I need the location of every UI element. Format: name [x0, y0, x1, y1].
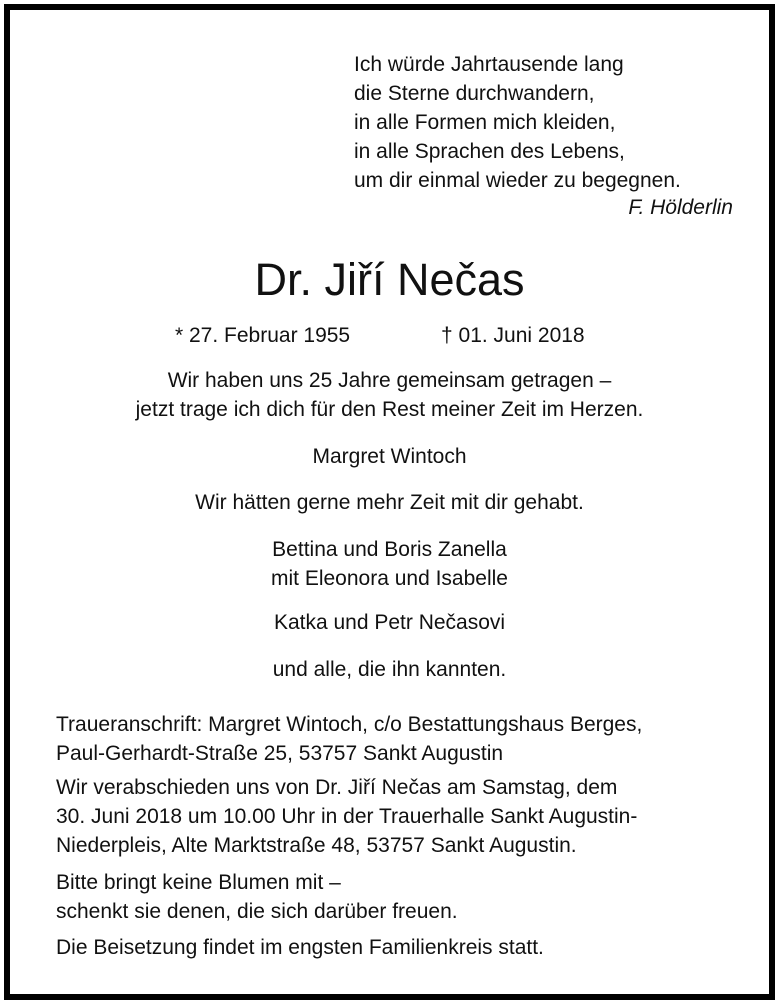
notice-line: Wir verabschieden uns von Dr. Jiří Nečas am Samstag, dem: [56, 776, 618, 799]
notice-line: Traueranschrift: Margret Wintoch, c/o Bestattungshaus Berges,: [56, 713, 643, 736]
poem-line: Ich würde Jahrtausende lang: [354, 53, 624, 76]
poem-line: die Sterne durchwandern,: [354, 82, 595, 105]
signature-family: [10, 535, 769, 593]
obituary-frame: [4, 4, 775, 1000]
notice-farewell: [56, 773, 749, 860]
notice-line: schenkt sie denen, die sich darüber freuen.: [56, 900, 458, 923]
poem: [354, 50, 681, 195]
signature-line: Bettina und Boris Zanella: [272, 538, 507, 561]
deceased-name: Dr. Jiří Nečas: [254, 254, 525, 305]
notice-burial: [56, 933, 749, 962]
mourners-closing: [10, 655, 769, 684]
notice-line: Die Beisetzung findet im engsten Familienkreis statt.: [56, 936, 544, 959]
mourner-line: und alle, die ihn kannten.: [272, 658, 507, 681]
death-date: † 01. Juni 2018: [441, 324, 585, 347]
message-partner: [10, 366, 769, 424]
poem-line: um dir einmal wieder zu begegnen.: [354, 169, 681, 192]
notice-line: 30. Juni 2018 um 10.00 Uhr in der Trauerhalle Sankt Augustin-: [56, 805, 638, 828]
poem-line: in alle Formen mich kleiden,: [354, 111, 616, 134]
notice-flowers: [56, 868, 749, 926]
message-family: [10, 488, 769, 517]
poem-author: F. Hölderlin: [628, 196, 733, 219]
mourners-family: [10, 608, 769, 637]
signature-partner: [10, 442, 769, 471]
notice-address: [56, 710, 749, 768]
message-line: jetzt trage ich dich für den Rest meiner Zeit im Herzen.: [135, 398, 644, 421]
notice-line: Bitte bringt keine Blumen mit –: [56, 871, 341, 894]
notice-line: Niederpleis, Alte Marktstraße 48, 53757 Sankt Augustin.: [56, 834, 577, 857]
message-line: Wir haben uns 25 Jahre gemeinsam getragen –: [167, 369, 612, 392]
notice-line: Paul-Gerhardt-Straße 25, 53757 Sankt Augustin: [56, 742, 504, 765]
message-line: Wir hätten gerne mehr Zeit mit dir gehabt.: [195, 491, 584, 514]
signature-line: Margret Wintoch: [312, 445, 467, 468]
mourner-line: Katka und Petr Nečasovi: [273, 611, 506, 634]
birth-date: * 27. Februar 1955: [175, 324, 351, 347]
poem-line: in alle Sprachen des Lebens,: [354, 140, 625, 163]
signature-line: mit Eleonora und Isabelle: [271, 567, 508, 590]
